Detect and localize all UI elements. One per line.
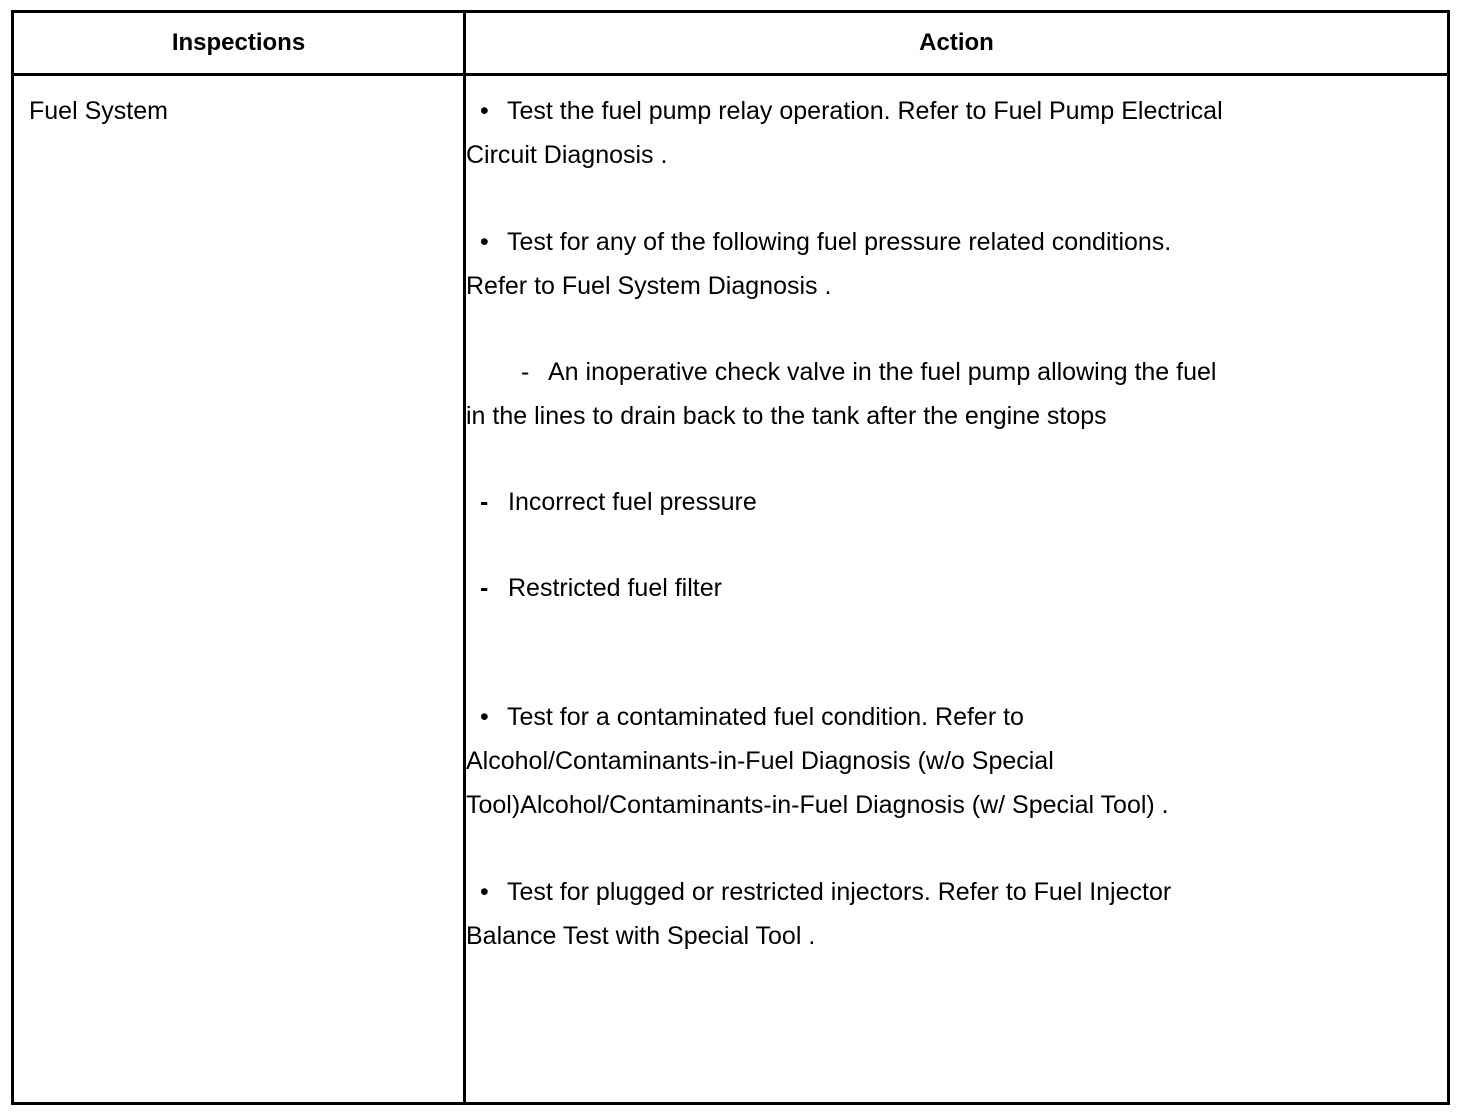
action-item-4 <box>466 870 1366 958</box>
action-text: An inoperative check valve in the fuel pump allowing the fuel <box>548 358 1217 386</box>
action-item-1 <box>466 89 1366 177</box>
header-divider <box>14 73 1447 76</box>
action-text: Refer to Fuel System Diagnosis . <box>466 272 832 300</box>
action-item-3 <box>466 695 1366 827</box>
dash-marker: - <box>480 488 489 516</box>
bullet-marker: • <box>480 97 489 125</box>
bullet-marker: • <box>480 703 489 731</box>
action-text: Alcohol/Contaminants-in-Fuel Diagnosis (w/o Special <box>466 747 1054 775</box>
header-inspections: Inspections <box>171 29 306 56</box>
action-item-2 <box>466 220 1366 308</box>
action-text: Incorrect fuel pressure <box>508 488 757 516</box>
action-subitem-2 <box>466 480 1366 524</box>
bullet-marker: • <box>480 878 489 906</box>
action-text: Restricted fuel filter <box>508 574 722 602</box>
bullet-marker: • <box>480 228 489 256</box>
dash-marker: - <box>521 358 530 386</box>
action-subitem-3 <box>466 566 1366 610</box>
action-text: Tool)Alcohol/Contaminants-in-Fuel Diagnosis (w/ Special Tool) . <box>466 791 1169 819</box>
action-text: Test for a contaminated fuel condition. Refer to <box>507 703 1024 731</box>
action-text: Test for plugged or restricted injectors. Refer to Fuel Injector <box>507 878 1172 906</box>
dash-marker: - <box>480 574 489 602</box>
action-text: Test for any of the following fuel pressure related conditions. <box>507 228 1172 256</box>
action-text: in the lines to drain back to the tank after the engine stops <box>466 402 1107 430</box>
action-text: Test the fuel pump relay operation. Refer to Fuel Pump Electrical <box>507 97 1223 125</box>
action-subitem-1 <box>466 350 1366 438</box>
action-text: Circuit Diagnosis . <box>466 141 668 169</box>
action-text: Balance Test with Special Tool . <box>466 922 816 950</box>
inspection-cell: Fuel System <box>29 97 168 125</box>
header-action: Action <box>919 29 994 56</box>
